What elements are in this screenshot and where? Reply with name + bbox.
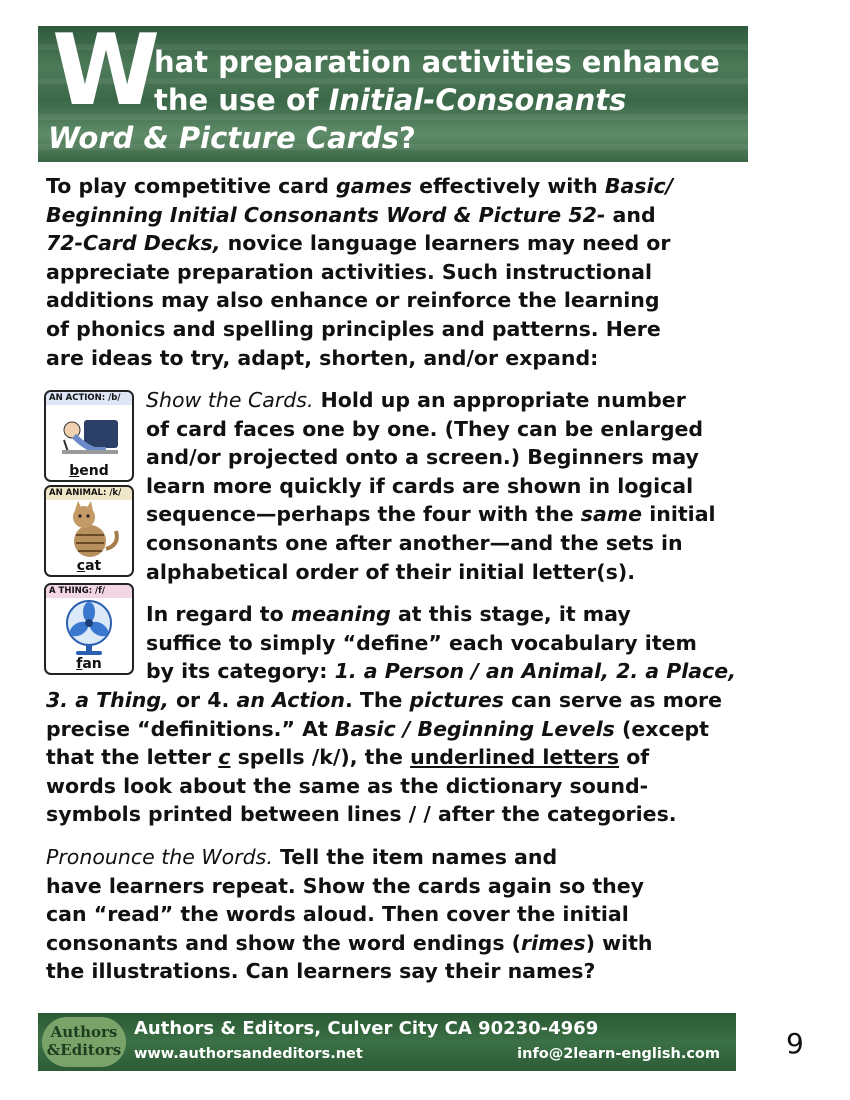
card-category: AN ACTION: /b/	[46, 392, 132, 405]
drop-cap: W	[52, 26, 161, 128]
card-bend	[44, 390, 134, 482]
authors-editors-logo: Authors &Editors	[42, 1017, 126, 1067]
company-address: Authors & Editors, Culver City CA 90230-4969	[134, 1018, 599, 1039]
card-category: AN ANIMAL: /k/	[46, 487, 132, 500]
title-banner	[38, 26, 748, 162]
person-bending-icon	[54, 406, 124, 458]
page-number: 9	[786, 1027, 804, 1060]
email-link[interactable]: info@2learn-english.com	[517, 1046, 720, 1062]
card-category: A THING: /f/	[46, 585, 132, 598]
intro-paragraph: To play competitive card games effectively with Basic/ Beginning Initial Consonants Word & Picture 52- and 72-Card Decks, novice language learners may need or appreciate preparation activities. Such instructional additions may also enhance or reinforce the learning of phonics and spelling principles and patterns. Here are ideas to try, adapt, shorten, and/or expand:	[46, 174, 674, 370]
banner-line-3: Word & Picture Cards?	[48, 121, 416, 155]
show-cards-heading: Show the Cards.	[146, 388, 314, 412]
pronounce-paragraph: Pronounce the Words. Tell the item names and have learners repeat. Show the cards again so they can “read” the words aloud. Then cover the initial consonants and show the word endings (rimes) with the illustrations. Can learners say their names?	[46, 845, 653, 984]
card-fan	[44, 583, 134, 675]
website-link[interactable]: www.authorsandeditors.net	[134, 1046, 363, 1062]
card-word: bend	[69, 463, 109, 479]
pronounce-heading: Pronounce the Words.	[46, 845, 273, 869]
cat-icon	[54, 501, 124, 559]
show-cards-paragraph: Show the Cards. Hold up an appropriate number of card faces one by one. (They can be enlarged and/or projected onto a screen.) Beginners may learn more quickly if cards are shown in logical sequence—perhaps the four with the same initial consonants one after another—and the sets in alphabetical order of their initial letter(s).	[146, 388, 716, 584]
card-word: cat	[76, 558, 102, 574]
meaning-paragraph-top: In regard to meaning at this stage, it may suffice to simply “define” each vocabulary item by its category: 1. a Person / an Animal, 2. a Place,	[146, 602, 736, 684]
meaning-paragraph-bottom: 3. a Thing, or 4. an Action. The pictures can serve as more precise “definitions.” At Basic / Beginning Levels (except that the letter c spells /k/), the underlined letters of words look about the same as the dictionary sound- symbols printed between lines / / after the categories.	[46, 688, 723, 827]
banner-line-2: the use of Initial-Consonants	[154, 83, 627, 117]
banner-line-1: hat preparation activities enhance	[154, 45, 720, 79]
footer-banner	[38, 1013, 736, 1071]
card-word: fan	[76, 656, 102, 672]
fan-icon	[54, 599, 124, 657]
card-cat	[44, 485, 134, 577]
